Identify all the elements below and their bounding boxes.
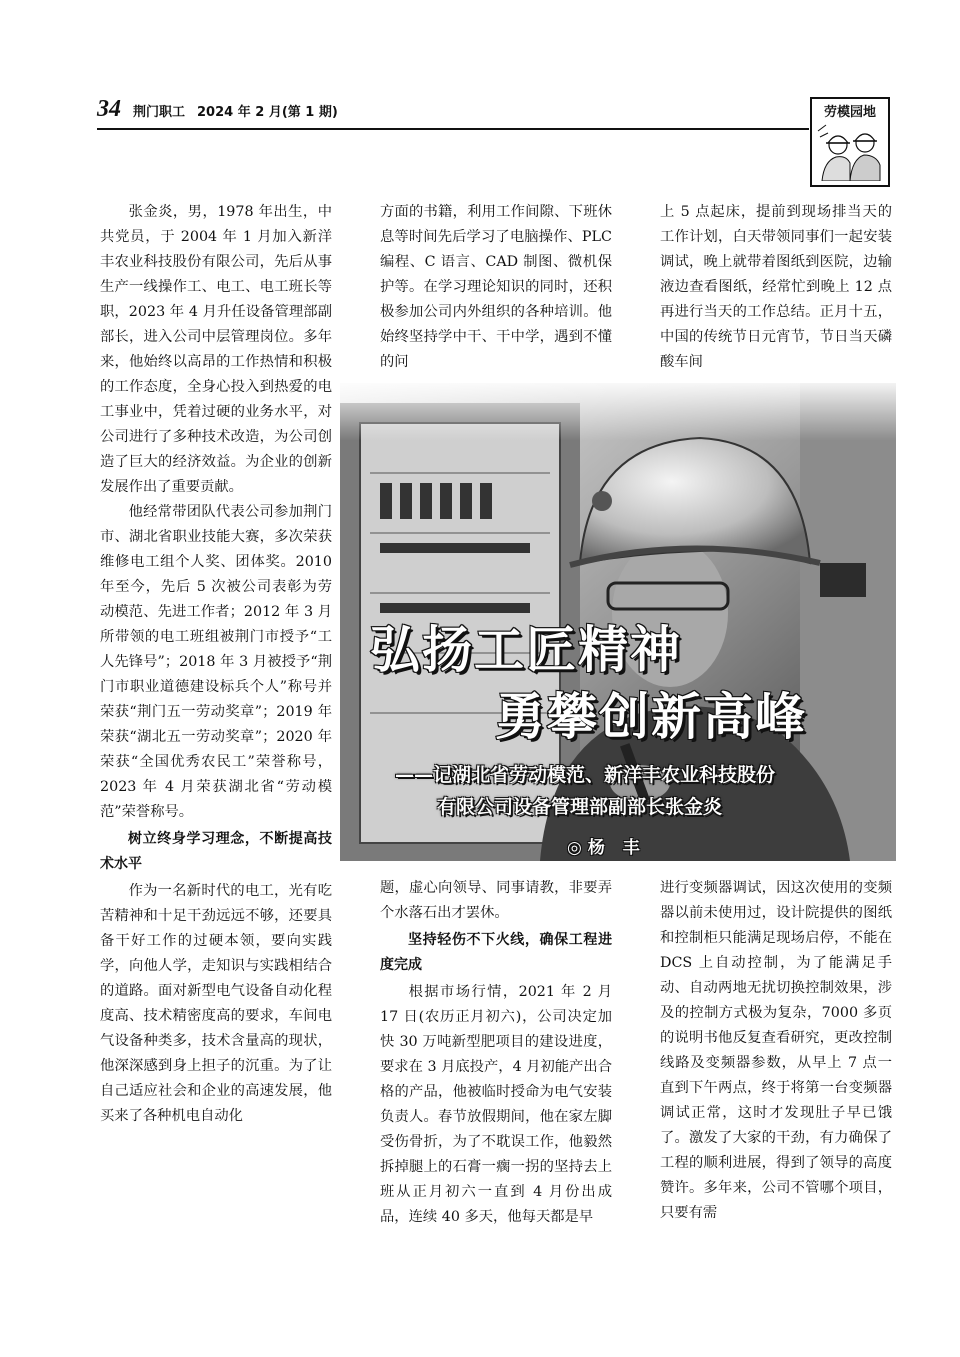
paragraph-inverter: 进行变频器调试，因这次使用的变频器以前未使用过，设计院提供的图纸和控制柜只能满足现场启停，不能在 DCS 上自动控制，为了能满足手动、自动两地无扰切换控制效果，涉及的控制方式极为复杂，7000 多页的说明书他反复查看研究，更改控制线路及变频器参数，从早上 7 点一直到下午两点，终于将第一台变频器调试正常，这时才发现肚子早已饿了。激发了大家的干劲，有力确保了工程的顺利进展，得到了领导的高度赞许。多年来，公司不管哪个项目，只要有需 bbox=[660, 880, 892, 1221]
issue-date: 2024 年 2 月(第 1 期) bbox=[197, 105, 338, 120]
column-name: 劳模园地 bbox=[823, 105, 876, 120]
article-column-3-top bbox=[660, 200, 892, 375]
section-heading-learning: 树立终身学习理念，不断提高技术水平 bbox=[100, 831, 332, 872]
article-column-1 bbox=[100, 200, 332, 1260]
article-column-2-top bbox=[380, 200, 612, 375]
header-rule bbox=[97, 128, 809, 130]
column-badge bbox=[810, 97, 890, 187]
paragraph-schedule-cont: 上 5 点起床，提前到现场排当天的工作计划，白天带领同事们一起安装调试，晚上就带着图纸到医院，边输液边查看图纸，经常忙到晚上 12 点再进行当天的工作总结。正月十五，中国的传统节日元宵节，节日当天磷酸车间 bbox=[660, 204, 892, 370]
paragraph-question-cont: 题，虚心向领导、同事请教，非要弄个水落石出才罢休。 bbox=[380, 880, 612, 921]
article-author: ◎杨 丰 bbox=[567, 838, 646, 858]
article-title-line1: 弘扬工匠精神 bbox=[370, 621, 682, 679]
publication-name: 荆门职工 bbox=[133, 105, 186, 120]
paragraph-intro: 张金炎，男，1978 年出生，中共党员，于 2004 年 1 月加入新洋丰农业科技股份有限公司，先后从事生产一线操作工、电工、电工班长等职，2023 年 4 月升任设备管理部副部长，进入公司中层管理岗位。多年来，他始终以高昂的工作热情和积极的工作态度，全身心投入到热爱的电工事业中，凭着过硬的业务水平，对公司进行了多种技术改造，为公司创造了巨大的经济效益。为企业的创新发展作出了重要贡献。 bbox=[100, 204, 332, 495]
article-subtitle-line2: 有限公司设备管理部副部长张金炎 bbox=[437, 796, 723, 818]
page-header bbox=[97, 96, 338, 132]
workers-illustration-icon bbox=[816, 121, 884, 181]
paragraph-project: 根据市场行情，2021 年 2 月 17 日(农历正月初六)，公司决定加快 30 万吨新型肥项目的建设进度，要求在 3 月底投产，4 月初能产出合格的产品，他被临时授命为电气安装负责人。春节放假期间，他在家左脚受伤骨折，为了不耽误工作，他毅然拆掉腿上的石膏一瘸一拐的坚持去上班从正月初六一直到 4 月份出成品，连续 40 多天，他每天都是早 bbox=[380, 984, 612, 1225]
paragraph-learning: 作为一名新时代的电工，光有吃苦精神和十足干劲远远不够，还要具备干好工作的过硬本领，要向实践学，向他人学，走知识与实践相结合的道路。面对新型电气设备自动化程度高、技术精密度高的要求，车间电气设备种类多，技术含量高的现状，他深深感到身上担子的沉重。为了让自己适应社会和企业的高速发展，他买来了各种机电自动化 bbox=[100, 883, 332, 1124]
section-heading-project: 坚持轻伤不下火线，确保工程进度完成 bbox=[380, 932, 612, 973]
article-subtitle-line1: ——记湖北省劳动模范、新洋丰农业科技股份 bbox=[395, 764, 776, 786]
paragraph-learning-cont: 方面的书籍，利用工作间隙、下班休息等时间先后学习了电脑操作、PLC 编程、C 语言、CAD 制图、微机保护等。在学习理论知识的同时，还积极参加公司内外组织的各种培训。他始终坚持学中干、干中学，遇到不懂的问 bbox=[380, 204, 612, 370]
article-title-line2: 勇攀创新高峰 bbox=[495, 688, 807, 746]
paragraph-honors: 他经常带团队代表公司参加荆门市、湖北省职业技能大赛，多次荣获维修电工组个人奖、团体奖。2010 年至今，先后 5 次被公司表彰为劳动模范、先进工作者；2012 年 3 月所带领的电工班组被荆门市授予“工人先锋号”；2018 年 3 月被授予“荆门市职业道德建设标兵个人”称号并荣获“荆门五一劳动奖章”；2019 年荣获“湖北五一劳动奖章”；2020 年荣获“全国优秀农民工”荣誉称号，2023 年 4 月荣获湖北省“劳动模范”荣誉称号。 bbox=[100, 504, 332, 820]
article-column-3-bottom bbox=[660, 876, 892, 1266]
article-column-2-bottom bbox=[380, 876, 612, 1266]
page-number: 34 bbox=[97, 96, 121, 122]
